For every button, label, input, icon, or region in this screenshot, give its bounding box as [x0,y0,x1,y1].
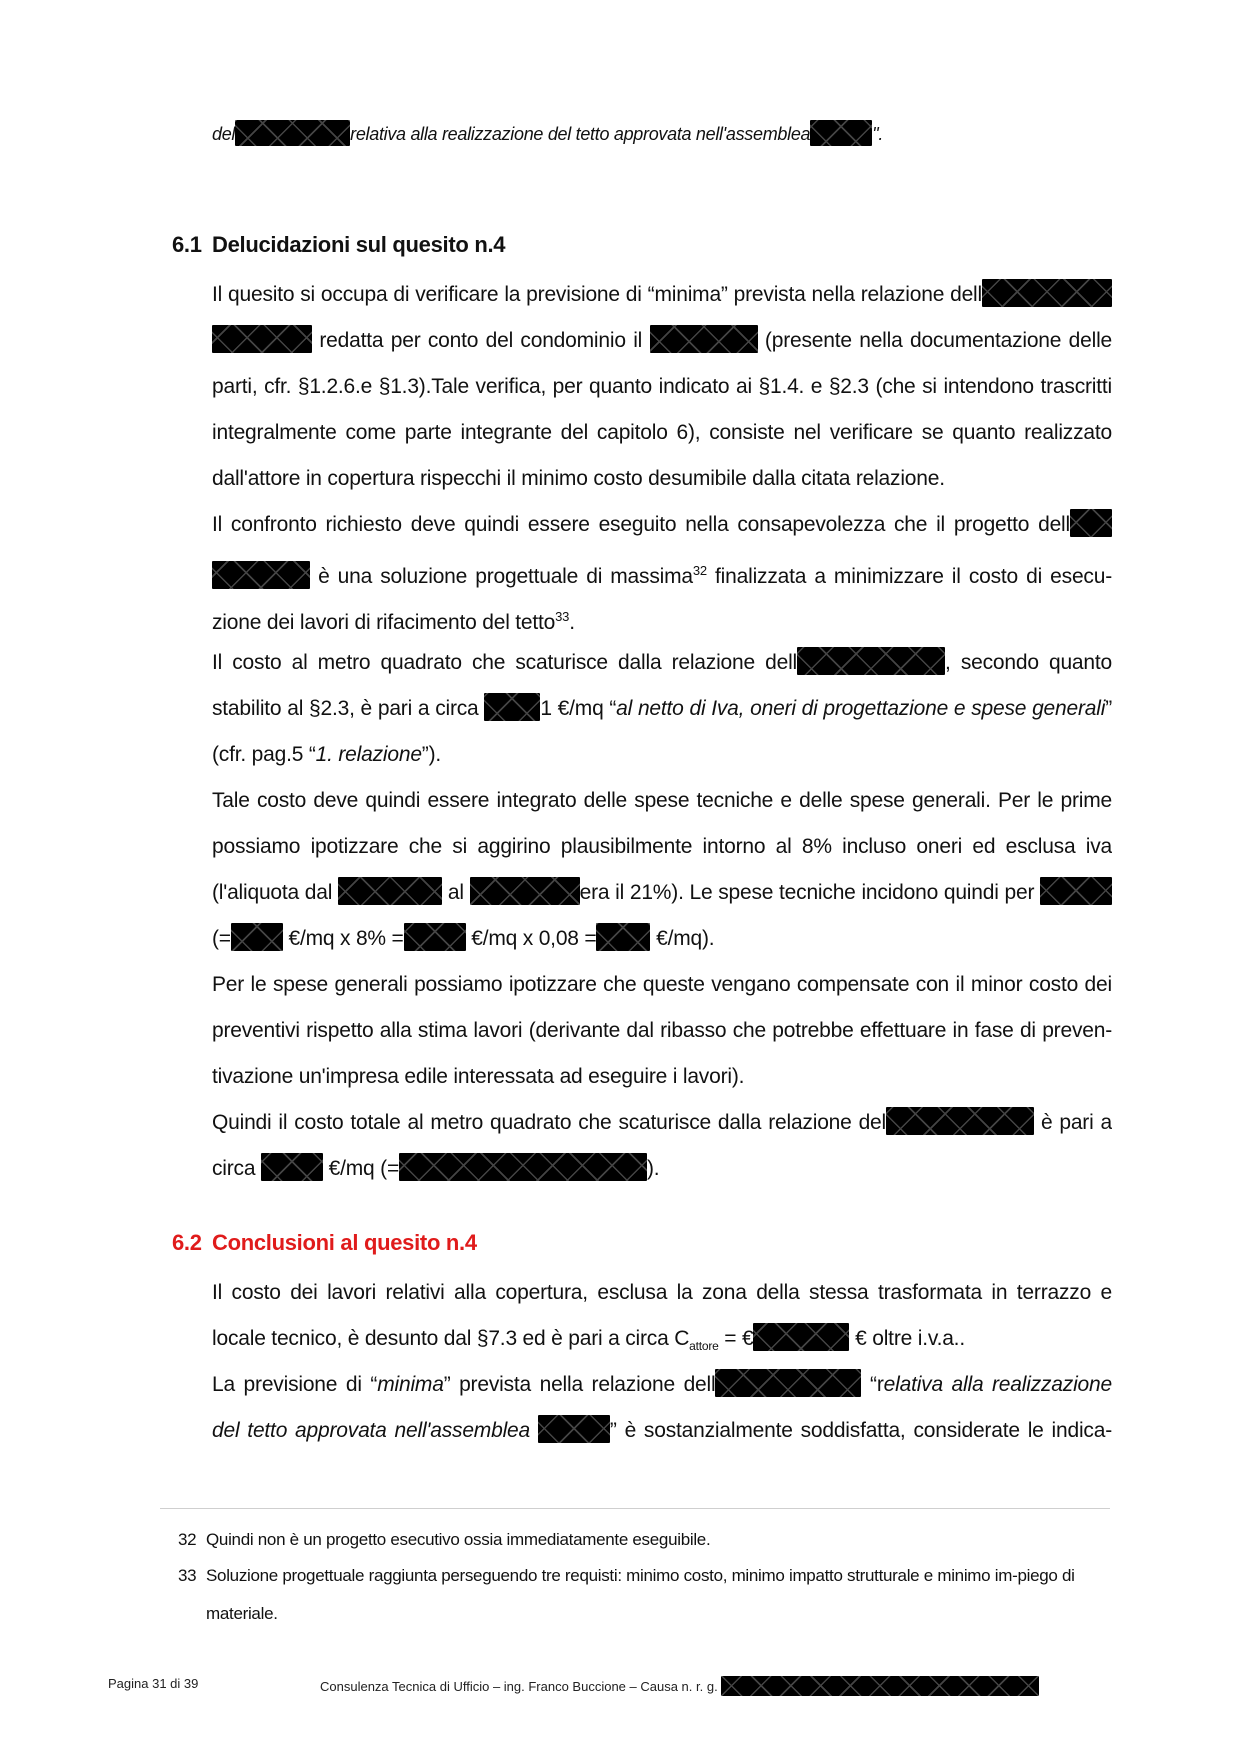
text: circa [212,1157,256,1180]
text: è pari a [1040,1111,1112,1134]
paragraph-line [212,1408,1112,1454]
text: 1 €/mq “ [540,697,617,720]
text: minima [377,1373,444,1396]
footnote [178,1562,1113,1633]
redaction [399,1153,647,1181]
section-number: 6.2 [172,1230,202,1255]
footnote-number: 33 [178,1566,197,1585]
section-title: Delucidazioni sul quesito n.4 [212,232,506,257]
redaction [753,1323,849,1351]
footnote-text: Soluzione progettuale raggiunta perseguendo tre requisti: minimo costo, minimo impatto strutturale e minimo im-piego di materiale. [206,1566,1075,1623]
footer-title-text: Consulenza Tecnica di Ufficio – ing. Franco Buccione – Causa n. r. g. [320,1679,718,1694]
redaction [1070,509,1112,537]
text: ” prevista nella relazione dell [443,1373,716,1396]
text: 1. relazione [315,743,422,766]
text: locale tecnico, è desunto dal §7.3 ed è pari a circa C [212,1327,690,1350]
paragraph-line [212,548,1112,600]
text: “r [870,1373,884,1396]
text: €/mq (= [328,1157,400,1180]
paragraph-line: possiamo ipotizzare che si aggirino plausibilmente intorno al 8% incluso oneri ed esclusa iva [212,835,1112,858]
footnote-separator [160,1508,1110,1509]
paragraph-line [212,732,1112,778]
subscript: attore [689,1339,719,1353]
text: Il costo al metro quadrato che scaturisce dalla relazione dell [212,651,798,674]
text: = € [718,1327,754,1350]
redaction [231,923,283,951]
paragraph-line [212,686,1112,732]
paragraph-line [212,594,1112,646]
redaction [338,877,442,905]
paragraph-line [212,502,1112,548]
footnote-number: 32 [178,1530,197,1549]
footnote-text: Quindi non è un progetto esecutivo ossia immediatamente eseguibile. [206,1530,711,1549]
text: è una soluzione progettuale di massima [318,565,693,588]
paragraph-line: parti, cfr. §1.2.6.e §1.3).Tale verifica, per quanto indicato ai §1.4. e §2.3 (che si intendono trascritti [212,375,1112,398]
redaction [715,1369,861,1397]
text: € oltre i.v.a.. [855,1327,965,1350]
text: La previsione di “ [212,1373,378,1396]
text: Il quesito si occupa di verificare la previsione di “minima” prevista nella relazione dell [212,283,982,306]
paragraph-line: Il costo dei lavori relativi alla copertura, esclusa la zona della stessa trasformata in terrazzo e [212,1281,1112,1304]
paragraph-line: integralmente come parte integrante del capitolo 6), consiste nel verificare se quanto realizzato [212,421,1112,444]
text: redatta per conto del condominio il [319,329,643,352]
paragraph-line [212,272,1112,318]
section-title: Conclusioni al quesito n.4 [212,1230,477,1255]
paragraph-line: dall'attore in copertura rispecchi il minimo costo desumibile dalla citata relazione. [212,467,945,490]
footer-title [320,1676,1039,1696]
redaction [650,325,758,353]
footnote-ref: 32 [692,563,707,578]
section-heading-6-1 [172,232,505,258]
footer-page-number: Pagina 31 di 39 [108,1676,199,1691]
paragraph-line: Per le spese generali possiamo ipotizzare che queste vengano compensate con il minor costo dei [212,973,1112,996]
text: ” è sostanzialmente soddisfatta, considerate le indica- [609,1419,1112,1442]
text: al [447,881,464,904]
text: (cfr. pag.5 “ [212,743,316,766]
redaction [212,325,312,353]
text: Quindi il costo totale al metro quadrato che scaturisce dalla relazione del [212,1111,886,1134]
paragraph-line [212,640,1112,686]
redaction [261,1153,323,1181]
paragraph-line [212,916,1112,962]
text: elativa alla realizzazione [883,1373,1112,1396]
footnote [178,1526,1113,1554]
paragraph-line: tivazione un'impresa edile interessata ad eseguire i lavori). [212,1065,745,1088]
text: €/mq x 0,08 = [471,927,597,950]
text: (l'aliquota dal [212,881,333,904]
redaction [797,647,945,675]
redaction [1040,877,1112,905]
redaction [538,1415,610,1443]
text: ). [647,1157,660,1180]
text: €/mq). [656,927,715,950]
text: Il confronto richiesto deve quindi essere eseguito nella consapevolezza che il progetto dell [212,513,1070,536]
footnote-ref: 33 [555,609,570,624]
text: (= [212,927,231,950]
redaction [982,279,1112,307]
text: del tetto approvata nell'assemblea [212,1419,530,1442]
paragraph-line [212,870,1112,916]
redaction [484,693,540,721]
redaction [596,923,650,951]
text: ”). [421,743,442,766]
text: zione dei lavori di rifacimento del tetto [212,611,556,634]
text: €/mq x 8% = [288,927,404,950]
text: , secondo quanto [945,651,1112,674]
text: relativa alla realizzazione del tetto approvata nell'assemblea [350,124,811,144]
text: finalizzata a minimizzare il costo di esecu- [715,565,1112,588]
paragraph-line [212,1362,1112,1408]
section-heading-6-2 [172,1230,477,1256]
redaction [886,1107,1034,1135]
top-continuation-line [212,120,883,146]
redaction [404,923,466,951]
text: del [212,124,236,144]
redaction [235,120,350,146]
text: . [569,611,575,634]
text: (presente nella documentazione delle [764,329,1112,352]
paragraph-line: Tale costo deve quindi essere integrato delle spese tecniche e delle spese generali. Per le prime [212,789,1112,812]
text: era il 21%). Le spese tecniche incidono quindi per [579,881,1035,904]
text: ". [872,124,884,144]
paragraph-line [212,318,1112,364]
redaction [470,877,580,905]
paragraph-line [212,1146,1112,1192]
redaction [721,1676,1039,1696]
paragraph-line [212,1100,1112,1146]
paragraph-line: preventivi rispetto alla stima lavori (derivante dal ribasso che potrebbe effettuare in fase di preven- [212,1019,1112,1042]
section-number: 6.1 [172,232,202,257]
redaction [212,561,310,589]
redaction [810,120,872,146]
text: stabilito al §2.3, è pari a circa [212,697,479,720]
text: ” [1105,697,1112,720]
text: al netto di Iva, oneri di progettazione e spese generali [616,697,1106,720]
